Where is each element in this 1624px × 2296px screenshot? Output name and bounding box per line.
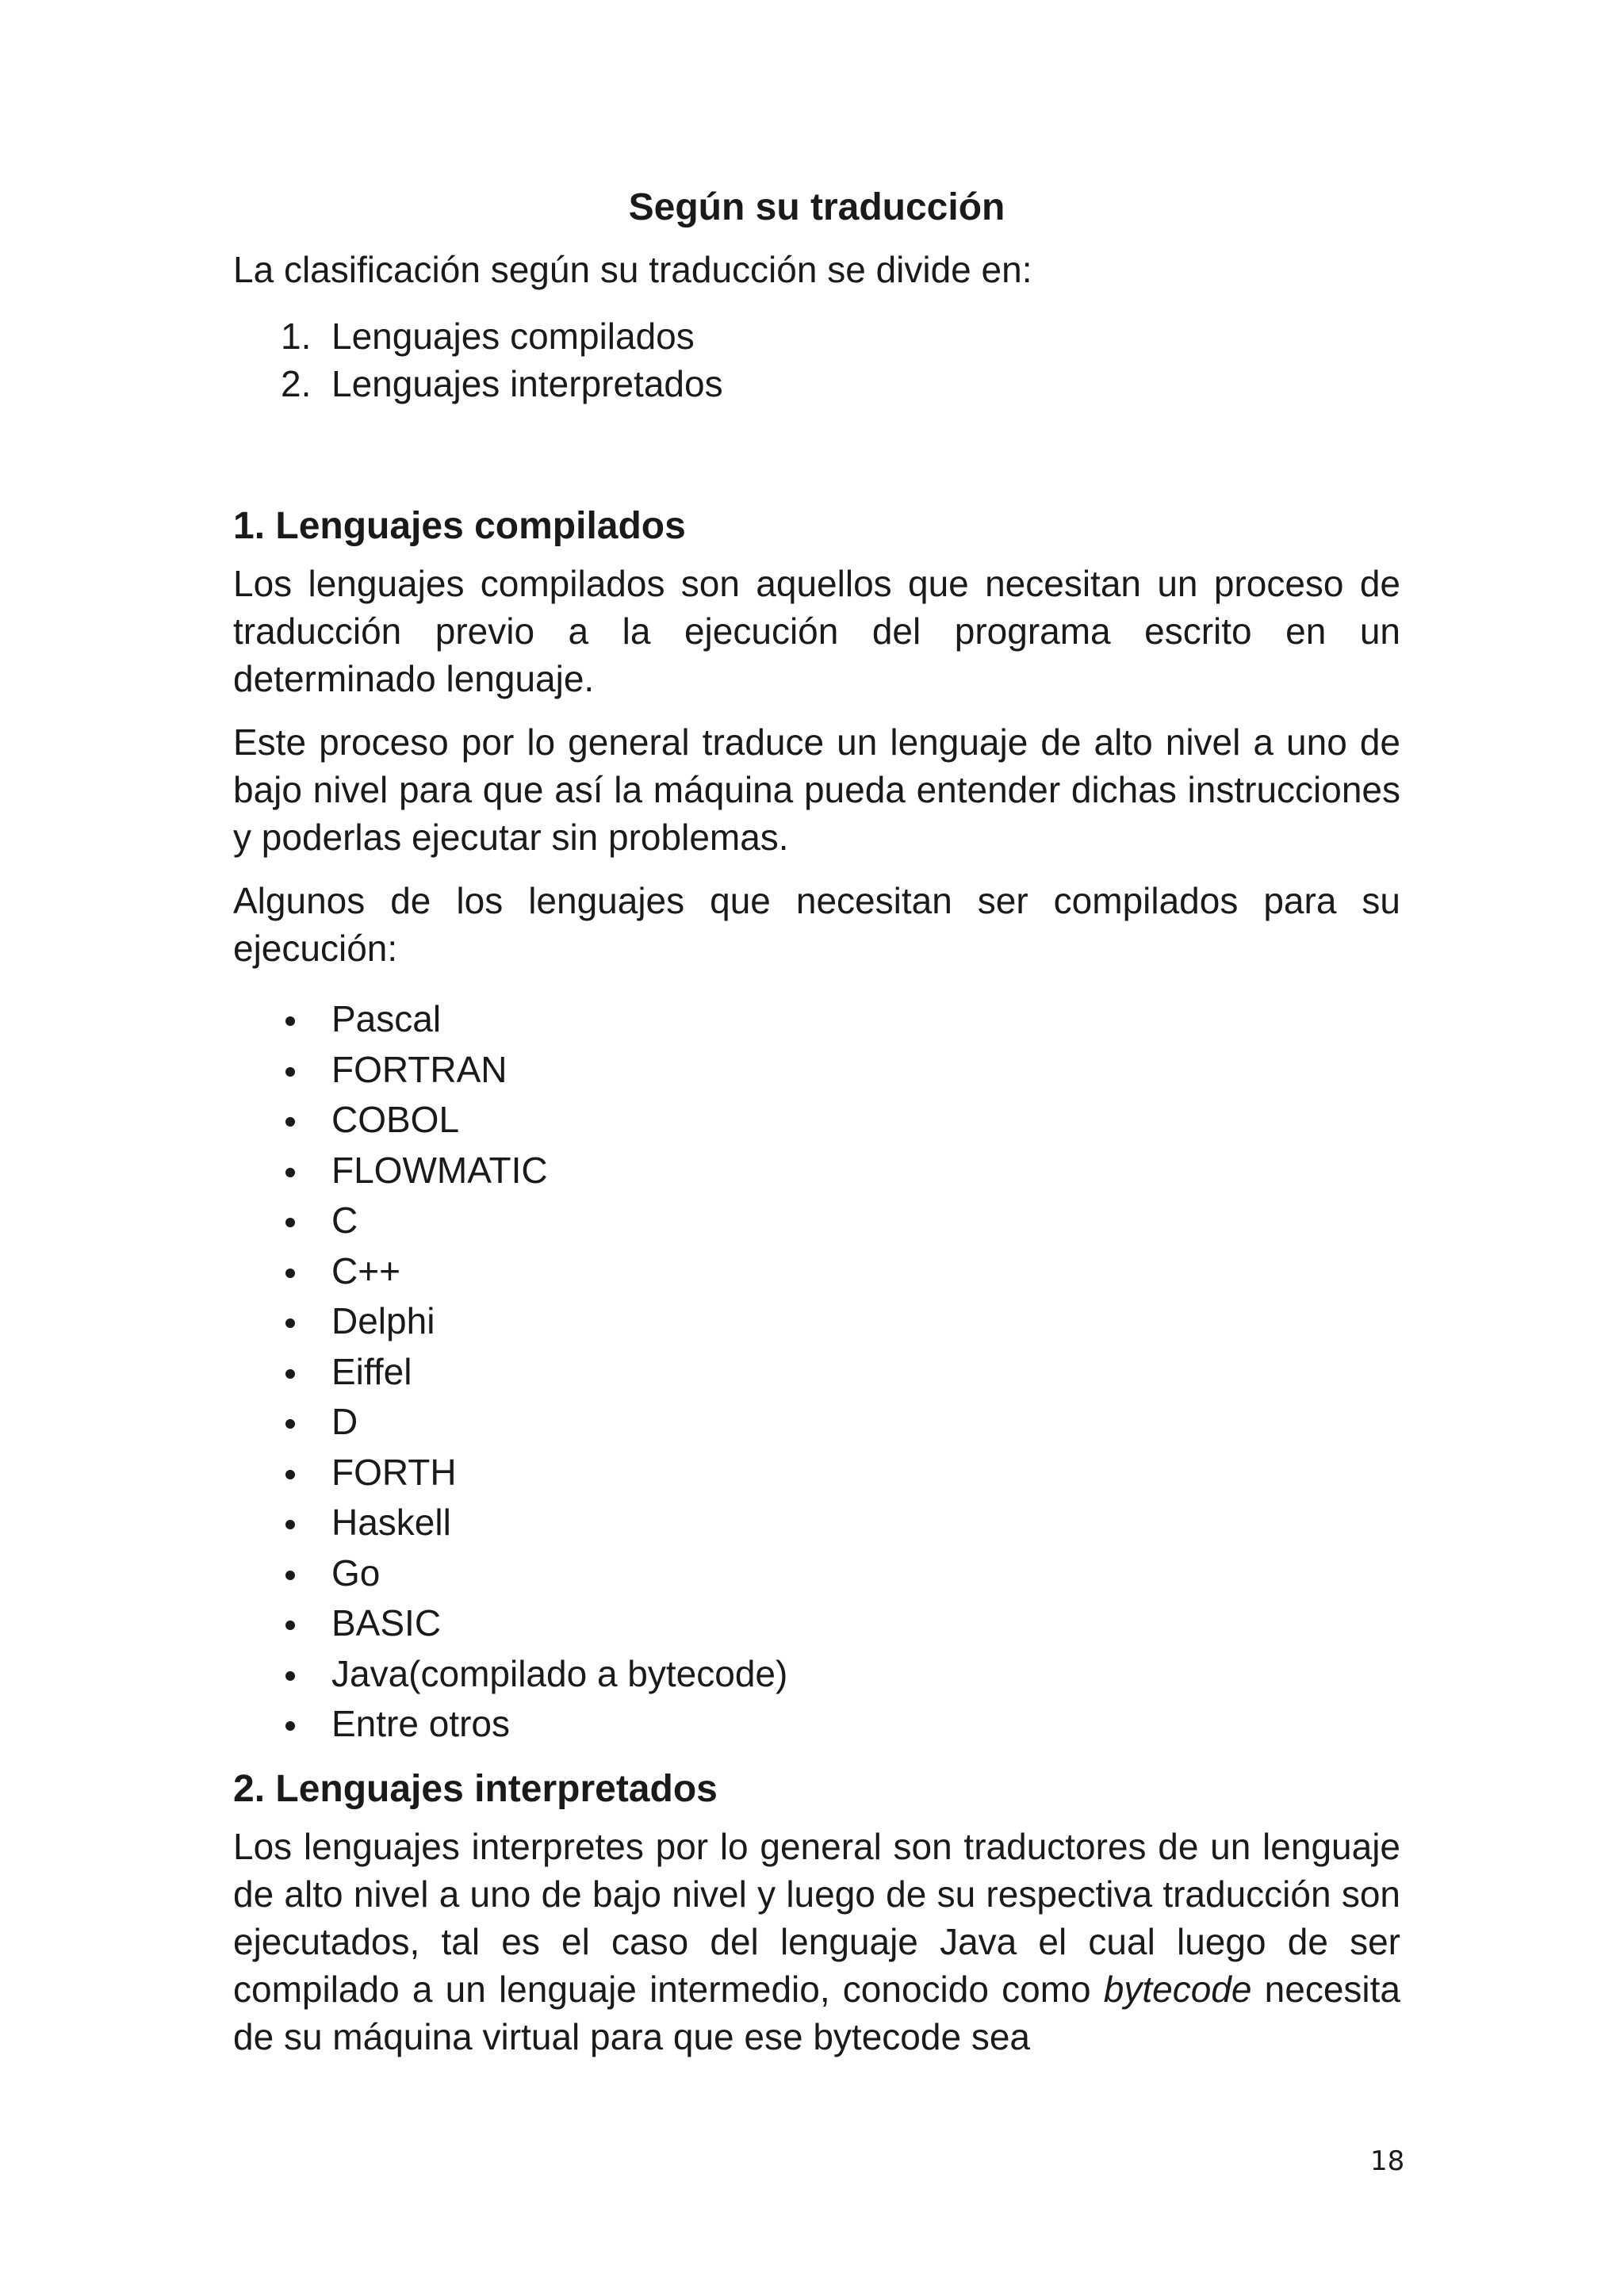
language-name: Pascal: [331, 998, 442, 1039]
list-item: [233, 994, 1400, 1045]
bullet-icon: [285, 1218, 295, 1227]
list-item: [233, 1045, 1400, 1096]
bullet-icon: [285, 1016, 295, 1026]
compilados-paragraph-1: Los lenguajes compilados son aquellos que necesitan un proceso de traducción previo a la ejecución del programa escrito en un determinado lenguaje.: [233, 563, 1400, 699]
language-name: Entre otros: [331, 1703, 510, 1744]
paragraph-text: Los lenguajes interpretes por lo general son traductores de un lenguaje de alto nivel a uno de bajo nivel y luego de su respectiva traducción son ejecutados, tal es el caso del lenguaje Java el cual luego de ser compilado a un lenguaje intermedio, conocido como: [233, 1825, 1400, 2010]
bullet-icon: [285, 1571, 295, 1580]
language-name: BASIC: [331, 1602, 442, 1644]
list-item: [233, 1246, 1400, 1297]
list-item: [233, 1095, 1400, 1146]
language-name: FLOWMATIC: [331, 1149, 548, 1191]
section-heading-compilados: 1. Lenguajes compilados: [233, 505, 686, 547]
bullet-icon: [285, 1419, 295, 1429]
list-item-label: Lenguajes compilados: [331, 316, 695, 357]
bullet-icon: [285, 1067, 295, 1077]
list-number: 1.: [281, 316, 312, 357]
bytecode-term: bytecode: [1103, 1968, 1252, 2010]
section-heading-interpretados: 2. Lenguajes interpretados: [233, 1767, 718, 1810]
list-item: [233, 1397, 1400, 1448]
compilados-paragraph-2: Este proceso por lo general traduce un lenguaje de alto nivel a uno de bajo nivel para que así la máquina pueda entender dichas instrucciones y poderlas ejecutar sin problemas.: [233, 721, 1400, 858]
list-item: [233, 1146, 1400, 1196]
list-number: 2.: [281, 363, 312, 404]
bullet-icon: [285, 1520, 295, 1529]
language-name: Go: [331, 1552, 381, 1594]
language-name: FORTH: [331, 1451, 457, 1493]
intro-paragraph: La clasificación según su traducción se divide en:: [233, 249, 1032, 290]
bullet-icon: [285, 1721, 295, 1731]
language-name: Eiffel: [331, 1350, 412, 1392]
language-name: Java(compilado a bytecode): [331, 1652, 788, 1694]
list-item: [233, 1548, 1400, 1599]
compilados-paragraph-3: Algunos de los lenguajes que necesitan ser compilados para su ejecución:: [233, 880, 1400, 969]
classification-list: [233, 312, 1400, 408]
language-name: C++: [331, 1249, 400, 1292]
list-item: [233, 1196, 1400, 1246]
language-name: COBOL: [331, 1099, 460, 1140]
page-content: [233, 182, 1400, 2061]
list-item: [233, 1296, 1400, 1347]
list-item: [233, 1498, 1400, 1548]
list-item: [233, 1448, 1400, 1498]
list-item: [233, 360, 1400, 408]
bullet-icon: [285, 1168, 295, 1177]
list-item: [233, 1598, 1400, 1649]
page-number: 18: [1370, 2145, 1405, 2177]
bullet-icon: [285, 1369, 295, 1379]
list-item: [233, 1649, 1400, 1700]
language-name: D: [331, 1401, 358, 1442]
list-item: [233, 1347, 1400, 1398]
language-name: Haskell: [331, 1502, 451, 1543]
language-name: C: [331, 1200, 358, 1241]
bullet-icon: [285, 1671, 295, 1681]
list-item: [233, 312, 1400, 360]
language-name: Delphi: [331, 1300, 435, 1341]
compiled-languages-list: [233, 994, 1400, 1750]
bullet-icon: [285, 1470, 295, 1479]
list-item-label: Lenguajes interpretados: [331, 363, 723, 404]
paragraph-text: necesita de su máquina virtual para que ese bytecode sea: [233, 1968, 1400, 2057]
interpretados-paragraph: [233, 1823, 1400, 2061]
page-title: Según su traducción: [628, 186, 1005, 228]
list-item: [233, 1699, 1400, 1750]
bullet-icon: [285, 1117, 295, 1127]
bullet-icon: [285, 1318, 295, 1328]
bullet-icon: [285, 1621, 295, 1630]
language-name: FORTRAN: [331, 1048, 508, 1090]
bullet-icon: [285, 1269, 295, 1278]
